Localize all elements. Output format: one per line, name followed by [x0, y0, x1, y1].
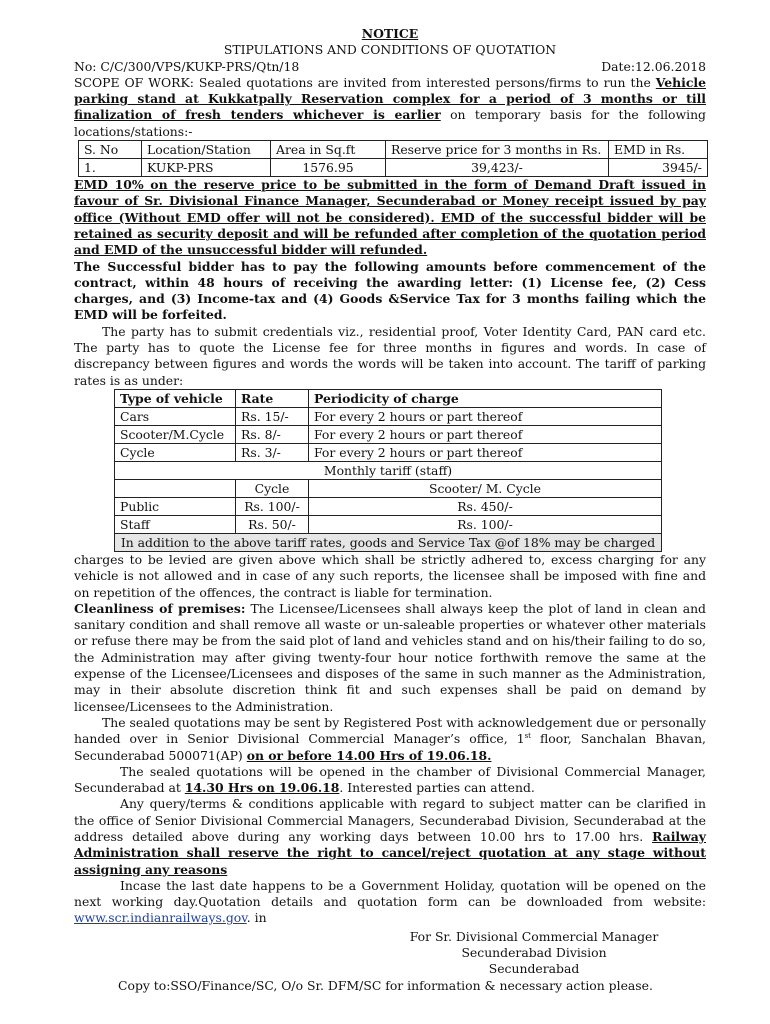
- col-vehicle-type: Type of vehicle: [115, 389, 236, 407]
- table-header-row: [79, 141, 708, 159]
- tariff-table: [114, 389, 662, 552]
- col-monthly-cycle: Cycle: [236, 479, 309, 497]
- credentials-paragraph: The party has to submit credentials viz., residential proof, Voter Identity Card, PAN card etc. The party has to quote the License fee for three months in figures and words. In case of discrepancy between figures and words the words will be taken into account. The tariff of parking rates is as under:: [74, 323, 706, 388]
- opening-text-b: . Interested parties can attend.: [339, 780, 535, 796]
- holiday-tail: . in: [246, 910, 267, 926]
- cell-cycle-rate: Rs. 100/-: [236, 497, 309, 515]
- cell-cycle-rate: Rs. 50/-: [236, 515, 309, 533]
- opening-paragraph: [74, 764, 706, 797]
- col-monthly-scooter: Scooter/ M. Cycle: [309, 479, 662, 497]
- col-rate: Rate: [236, 389, 309, 407]
- successful-bidder-paragraph: The Successful bidder has to pay the following amounts before commencement of the contract, within 48 hours of receiving the awarding letter: (1) License fee, (2) Cess charges, and (3) Income-tax and (4) Goods &Service Tax for 3 months failing which the EMD will be forfeited.: [74, 258, 706, 323]
- reference-number: No: C/C/300/VPS/KUKP-PRS/Qtn/18: [74, 58, 300, 74]
- col-area: Area in Sq.ft: [271, 141, 386, 159]
- col-periodicity: Periodicity of charge: [309, 389, 662, 407]
- cell-vehicle: Scooter/M.Cycle: [115, 425, 236, 443]
- signature-line-2: Secunderabad Division: [461, 945, 607, 961]
- posting-paragraph: [74, 715, 706, 764]
- cell-rate: Rs. 8/-: [236, 425, 309, 443]
- cell-area: 1576.95: [271, 159, 386, 177]
- cell-reserve-price: 39,423/-: [386, 159, 609, 177]
- holiday-paragraph: [74, 878, 706, 927]
- scope-bold: Vehicle parking stand at Kukkatpally Reservation complex for a period of 3 months or till finalization of fresh tenders whichever is earlier: [74, 74, 706, 123]
- cell-vehicle: Cars: [115, 407, 236, 425]
- cleanliness-text: The Licensee/Licensees shall always keep the plot of land in clean and sanitary condition and shall remove all waste or un-saleable properties or whatever other materials or refuse there may be from the said plot of land and vehicles stand and on his/their failing to do so, the Administration may after giving twenty-four hour notice forthwith remove the same at the expense of the Licensee/Licensees and disposes of the same in such manner as the Administration, may in their absolute discretion think fit and such expenses shall be paid on demand by licensee/Licensees to the Administration.: [74, 600, 706, 714]
- submission-deadline: on or before 14.00 Hrs of 19.06.18.: [246, 747, 492, 763]
- gst-note-row: [115, 533, 662, 551]
- cell-sno: 1.: [79, 159, 142, 177]
- col-emd: EMD in Rs.: [609, 141, 708, 159]
- col-reserve-price: Reserve price for 3 months in Rs.: [386, 141, 609, 159]
- emd-paragraph: EMD 10% on the reserve price to be submitted in the form of Demand Draft issued in favour of Sr. Divisional Finance Manager, Secunderabad or Money receipt issued by pay office (Without EMD offer will not be considered). EMD of the successful bidder will be retained as security deposit and will be refunded after completion of the quotation period and EMD of the unsuccessful bidder will refunded.: [74, 177, 706, 258]
- scope-of-work: [74, 75, 706, 140]
- table-row: [115, 497, 662, 515]
- signature-line-3: Secunderabad: [488, 961, 580, 977]
- signature-line-1: For Sr. Divisional Commercial Manager: [409, 928, 659, 944]
- cell-scooter-rate: Rs. 450/-: [309, 497, 662, 515]
- table-row: [115, 425, 662, 443]
- notice-subtitle: STIPULATIONS AND CONDITIONS OF QUOTATION: [223, 42, 557, 58]
- copy-to-line: Copy to:SSO/Finance/SC, O/o Sr. DFM/SC for information & necessary action please.: [118, 977, 653, 993]
- cleanliness-lead: Cleanliness of premises:: [74, 600, 246, 616]
- cell-periodicity: For every 2 hours or part thereof: [309, 407, 662, 425]
- website-link[interactable]: www.scr.indianrailways.gov: [74, 910, 247, 926]
- ref-date-row: [74, 59, 706, 75]
- cell-location: KUKP-PRS: [142, 159, 271, 177]
- cell-scooter-rate: Rs. 100/-: [309, 515, 662, 533]
- posting-text-b: floor, Sanchalan Bhavan, Secunderabad 500071(AP): [74, 731, 706, 763]
- monthly-tariff-title: Monthly tariff (staff): [115, 461, 662, 479]
- monthly-tariff-title-row: [115, 461, 662, 479]
- cell-rate: Rs. 15/-: [236, 407, 309, 425]
- cell-category: Staff: [115, 515, 236, 533]
- cell-periodicity: For every 2 hours or part thereof: [309, 443, 662, 461]
- cell-blank: [115, 479, 236, 497]
- locations-table: [78, 140, 708, 177]
- notice-title: NOTICE: [361, 26, 419, 41]
- scope-intro: Sealed quotations are invited from interested persons/firms to run the: [193, 74, 656, 90]
- cell-periodicity: For every 2 hours or part thereof: [309, 425, 662, 443]
- notice-date: Date:12.06.2018: [601, 58, 706, 74]
- cell-emd: 3945/-: [609, 159, 708, 177]
- charges-paragraph: charges to be levied are given above which shall be strictly adhered to, excess charging for any vehicle is not allowed and in case of any such reports, the licensee shall be imposed with fine and on repetition of the offences, the contract is liable for termination.: [74, 551, 706, 600]
- gst-note: In addition to the above tariff rates, goods and Service Tax @of 18% may be charged: [115, 533, 662, 551]
- posting-text-a: The sealed quotations may be sent by Registered Post with acknowledgement due or personally handed over in Senior Divisional Commercial Manager’s office, 1: [74, 714, 706, 747]
- col-location: Location/Station: [142, 141, 271, 159]
- opening-text-a: The sealed quotations will be opened in the chamber of Divisional Commercial Manager, Secunderabad at: [74, 763, 706, 796]
- table-row: [79, 159, 708, 177]
- opening-time: 14.30 Hrs on 19.06.18: [184, 780, 340, 796]
- scope-tail: on temporary basis for the following locations/stations:-: [74, 107, 706, 139]
- query-text: Any query/terms & conditions applicable with regard to subject matter can be clarified in the office of Senior Divisional Commercial Managers, Secunderabad Division, Secunderabad at the address detailed above during any working days between 10.00 hrs to 17.00 hrs.: [74, 796, 706, 844]
- table-row: [115, 443, 662, 461]
- cleanliness-paragraph: [74, 601, 706, 715]
- cell-vehicle: Cycle: [115, 443, 236, 461]
- col-sno: S. No: [79, 141, 142, 159]
- cell-rate: Rs. 3/-: [236, 443, 309, 461]
- floor-superscript: st: [524, 732, 531, 741]
- holiday-text: Incase the last date happens to be a Government Holiday, quotation will be opened on the next working day.Quotation details and quotation form can be downloaded from website:: [74, 877, 706, 910]
- query-paragraph: [74, 796, 706, 877]
- table-header-row: [115, 389, 662, 407]
- signature-block: [404, 929, 664, 978]
- reservation-rights: Railway Administration shall reserve the right to cancel/reject quotation at any stage without assigning any reasons: [74, 828, 706, 877]
- cell-category: Public: [115, 497, 236, 515]
- scope-lead: SCOPE OF WORK:: [74, 74, 194, 90]
- table-header-row: [115, 479, 662, 497]
- table-row: [115, 515, 662, 533]
- table-row: [115, 407, 662, 425]
